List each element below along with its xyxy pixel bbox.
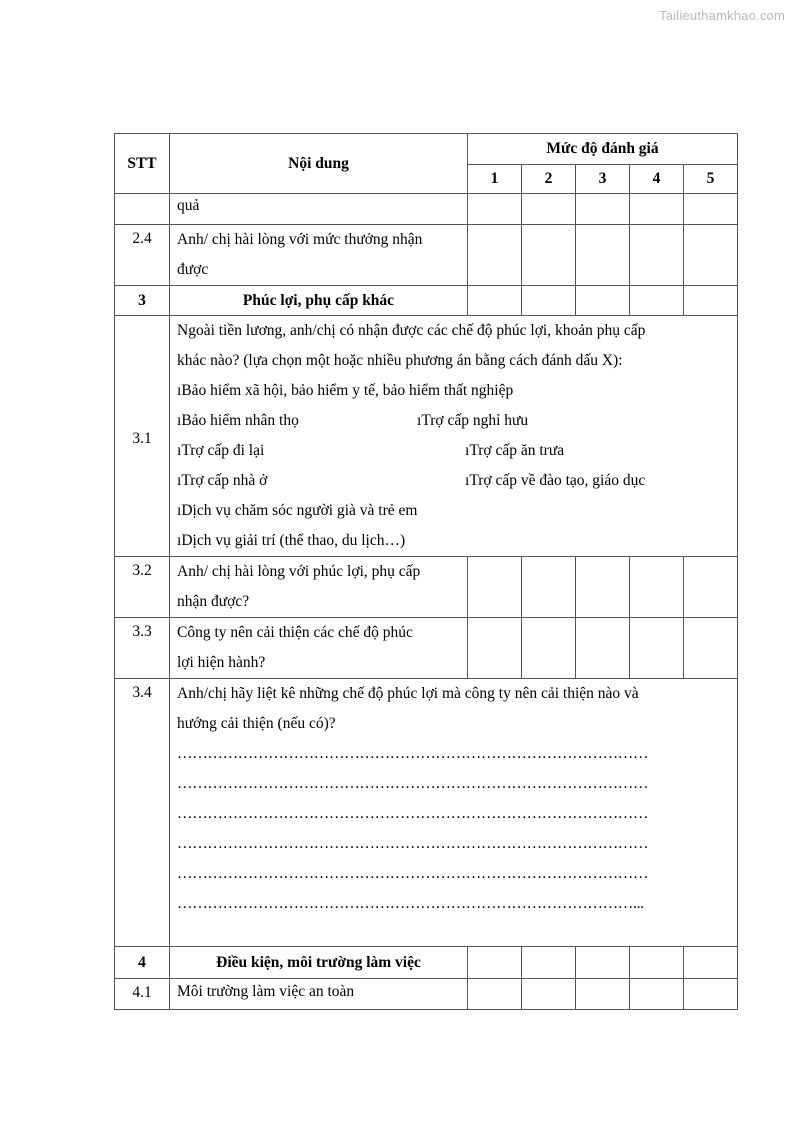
header-stt: STT	[115, 134, 170, 194]
checkbox[interactable]: ı	[177, 412, 182, 429]
checkbox[interactable]: ı	[177, 502, 182, 519]
rating-cell[interactable]	[576, 979, 630, 1010]
rating-cell[interactable]	[630, 194, 684, 225]
rating-cell[interactable]	[522, 618, 576, 679]
header-rating-1: 1	[468, 165, 522, 194]
table-row	[115, 557, 738, 618]
rating-cell[interactable]	[684, 225, 738, 286]
watermark: Tailieuthamkhao.com	[659, 8, 785, 23]
checkbox[interactable]: ı	[177, 532, 182, 549]
section-stt: 4	[115, 947, 170, 979]
header-noi-dung: Nội dung	[170, 134, 468, 194]
rating-cell[interactable]	[468, 225, 522, 286]
rating-cell[interactable]	[576, 225, 630, 286]
table-row	[115, 225, 738, 286]
answer-line[interactable]: …………………………………………………………………………………	[177, 745, 649, 762]
row-stt: 4.1	[115, 979, 170, 1010]
rating-cell[interactable]	[522, 225, 576, 286]
checkbox[interactable]: ı	[177, 382, 182, 399]
row-content-line: Anh/ chị hài lòng với mức thưởng nhận	[177, 231, 423, 248]
section-title: Phúc lợi, phụ cấp khác	[170, 286, 468, 316]
rating-cell[interactable]	[630, 979, 684, 1010]
checkbox[interactable]: ı	[417, 412, 422, 429]
option-label: Trợ cấp ăn trưa	[469, 442, 565, 459]
answer-line[interactable]: …………………………………………………………………………………	[177, 835, 649, 852]
rating-cell[interactable]	[576, 194, 630, 225]
table-row	[115, 618, 738, 679]
option-label: Trợ cấp nghỉ hưu	[421, 412, 529, 429]
option-label: Dịch vụ chăm sóc người già và trẻ em	[181, 502, 418, 519]
checkbox[interactable]: ı	[465, 442, 470, 459]
rating-cell[interactable]	[468, 557, 522, 618]
row-content: Môi trường làm việc an toàn	[170, 979, 468, 1010]
rating-cell[interactable]	[576, 557, 630, 618]
rating-cell[interactable]	[684, 979, 738, 1010]
option-label: Trợ cấp đi lại	[181, 442, 265, 459]
rating-cell[interactable]	[522, 194, 576, 225]
row-content-line: Công ty nên cải thiện các chế độ phúc	[177, 624, 413, 641]
row-content-line: nhận được?	[177, 593, 250, 610]
checkbox[interactable]: ı	[177, 472, 182, 489]
rating-cell[interactable]	[684, 557, 738, 618]
header-rating-5: 5	[684, 165, 738, 194]
section-row	[115, 947, 738, 979]
rating-cell[interactable]	[468, 194, 522, 225]
rating-cell[interactable]	[468, 979, 522, 1010]
answer-line[interactable]: …………………………………………………………………………………	[177, 805, 649, 822]
question-line: khác nào? (lựa chọn một hoặc nhiều phương án bằng cách đánh dấu X):	[177, 352, 623, 369]
option-label: Trợ cấp nhà ở	[181, 472, 268, 489]
checkbox[interactable]: ı	[465, 472, 470, 489]
section-stt: 3	[115, 286, 170, 316]
question-line: Ngoài tiền lương, anh/chị có nhận được các chế độ phúc lợi, khoản phụ cấp	[177, 322, 646, 339]
option-label: Dịch vụ giải trí (thể thao, du lịch…)	[181, 532, 406, 549]
option-label: Bảo hiểm xã hội, bảo hiểm y tế, bảo hiểm thất nghiệp	[181, 382, 514, 399]
rating-cell[interactable]	[576, 618, 630, 679]
header-rating-3: 3	[576, 165, 630, 194]
option-label: Bảo hiểm nhân thọ	[181, 412, 299, 429]
table-row	[115, 194, 738, 225]
rating-cell[interactable]	[522, 979, 576, 1010]
row-stt: 3.1	[115, 316, 170, 557]
header-rating-2: 2	[522, 165, 576, 194]
row-stt	[115, 194, 170, 225]
checkbox[interactable]: ı	[177, 442, 182, 459]
table-row	[115, 979, 738, 1010]
rating-cell[interactable]	[630, 618, 684, 679]
row-content: quả	[170, 194, 468, 225]
option-label: Trợ cấp về đào tạo, giáo dục	[469, 472, 646, 489]
row-content-line: Anh/ chị hài lòng với phúc lợi, phụ cấp	[177, 563, 421, 580]
rating-cell[interactable]	[684, 618, 738, 679]
rating-cell[interactable]	[684, 194, 738, 225]
question-line: hướng cải thiện (nếu có)?	[177, 715, 336, 732]
rating-cell[interactable]	[630, 225, 684, 286]
section-title: Điều kiện, môi trường làm việc	[170, 947, 468, 979]
question-line: Anh/chị hãy liệt kê những chế độ phúc lợi mà công ty nên cải thiện nào và	[177, 685, 639, 702]
row-content-line: lợi hiện hành?	[177, 654, 266, 671]
header-muc-do: Mức độ đánh giá	[468, 134, 738, 165]
rating-cell[interactable]	[630, 557, 684, 618]
answer-line[interactable]: …………………………………………………………………………………	[177, 775, 649, 792]
answer-line[interactable]: …………………………………………………………………………………	[177, 865, 649, 882]
row-stt: 3.3	[115, 618, 170, 679]
row-stt: 3.4	[115, 679, 170, 947]
row-stt: 3.2	[115, 557, 170, 618]
header-rating-4: 4	[630, 165, 684, 194]
table-row	[115, 316, 738, 557]
row-content-line: được	[177, 261, 209, 278]
section-row	[115, 286, 738, 316]
rating-cell[interactable]	[522, 557, 576, 618]
answer-line[interactable]: ………………………………………………………………………………...	[177, 895, 644, 912]
row-stt: 2.4	[115, 225, 170, 286]
table-row	[115, 679, 738, 947]
rating-cell[interactable]	[468, 618, 522, 679]
survey-table	[114, 133, 738, 1010]
